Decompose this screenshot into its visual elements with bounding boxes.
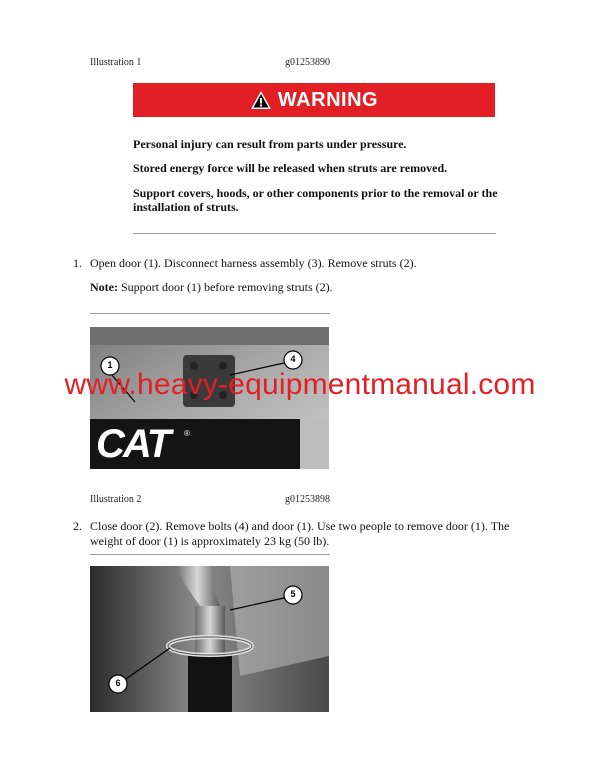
step-1-number: 1. [73,256,82,270]
warning-banner-text: WARNING [277,88,379,111]
warning-line-2: Stored energy force will be released when struts are removed. [133,161,448,175]
watermark: www.heavy-equipmentmanual.com [64,368,536,401]
photo-1-registered-mark: ® [184,429,190,438]
step-2-text: Close door (2). Remove bolts (4) and door (1). Use two people to remove door (1). The weight of door (1) is approximately 23 kg (50 lb). [90,519,510,548]
photo-2 [90,566,329,712]
note-label: Note: [90,280,118,294]
illustration-2-label: Illustration 2 [90,494,142,505]
callout-4: 4 [290,354,296,364]
warning-line-1: Personal injury can result from parts under pressure. [133,137,407,151]
photo-1-brand: CAT [96,422,170,466]
warning-banner [133,83,495,117]
callout-1: 1 [107,360,113,370]
illustration-1-label: Illustration 1 [90,57,142,68]
step-2-number: 2. [73,519,82,533]
warning-triangle-icon [250,90,272,110]
warning-line-3: Support covers, hoods, or other components prior to the removal or the installation of struts. [133,186,498,214]
photo-2-top-rule [90,554,330,555]
note-text: Support door (1) before removing struts (2). [120,280,333,294]
warning-divider [133,233,496,234]
callout-6: 6 [115,678,121,688]
note [90,280,530,295]
step-1-text: Open door (1). Disconnect harness assembly (3). Remove struts (2). [90,256,417,270]
illustration-2-code: g01253898 [285,494,330,505]
photo-2-image [90,566,329,712]
photo-1-top-rule [90,313,330,314]
callout-5: 5 [290,589,296,599]
illustration-1-code: g01253890 [285,57,330,68]
